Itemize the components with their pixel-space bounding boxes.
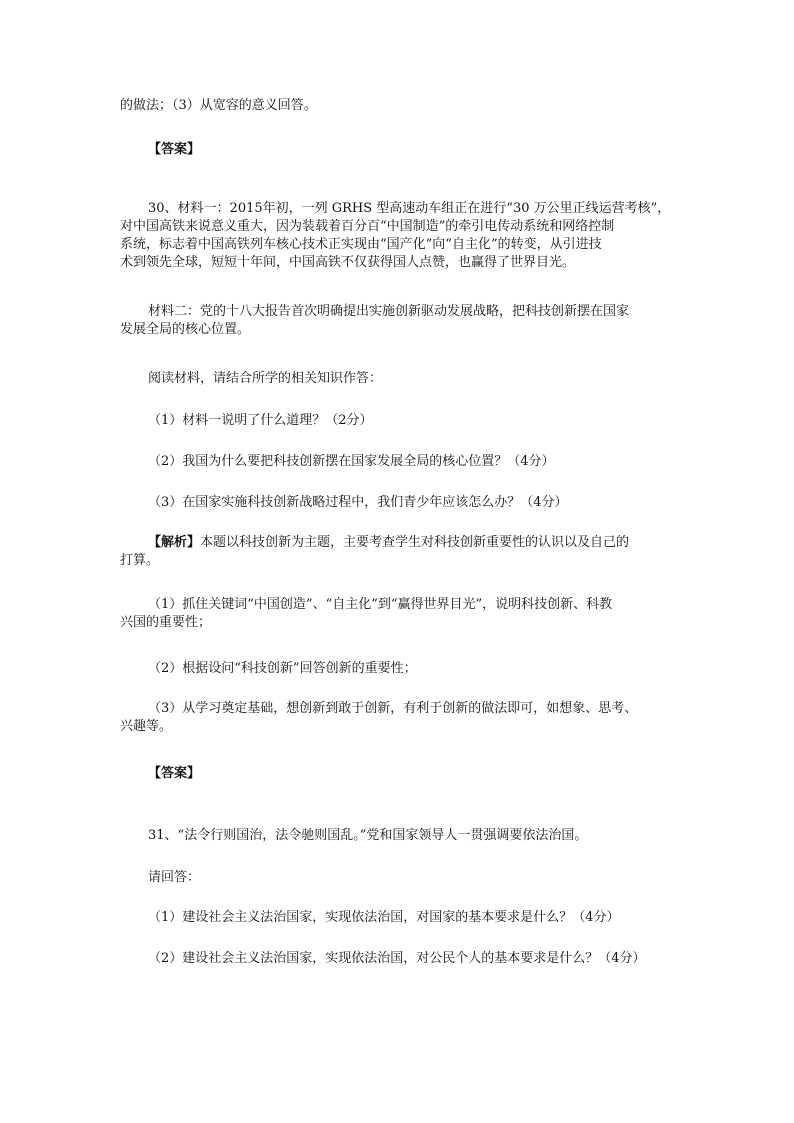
q30-analysis-point-1 <box>120 596 612 632</box>
analysis-point-line: 兴趣等。 <box>120 719 173 734</box>
q30-analysis-point-3 <box>120 700 637 736</box>
q30-material-2-line: 发展全局的核心位置。 <box>120 322 251 337</box>
q30-material-1 <box>120 200 670 272</box>
q30-material-1-line: 30、材料一：2015年初，一列 GRHS 型高速动车组正在进行“30 万公里正线运营考核”， <box>148 201 671 216</box>
analysis-point-line: 兴国的重要性； <box>120 615 212 630</box>
q30-question-2: （2）我国为什么要把科技创新摆在国家发展全局的核心位置？（4分） <box>148 454 555 469</box>
q30-instruction: 阅读材料，请结合所学的相关知识作答： <box>148 371 383 386</box>
analysis-label: 【解析】 <box>148 535 201 550</box>
q31-question-1: （1）建设社会主义法治国家，实现依法治国，对国家的基本要求是什么？（4分） <box>148 910 620 925</box>
q30-analysis-point-2: （2）根据设问“科技创新”回答创新的重要性； <box>148 661 417 676</box>
q31-stem: 31、“法令行则国治，法令驰则国乱。”党和国家领导人一贯强调要依法治国。 <box>148 828 588 843</box>
q30-material-1-line: 系统，标志着中国高铁列车核心技术正实现由“国产化”向“自主化”的转变，从引进技 <box>120 237 602 252</box>
prev-answer-hint: 的做法；（3）从宽容的意义回答。 <box>120 98 317 113</box>
q30-question-3: （3）在国家实施科技创新战略过程中，我们青少年应该怎么办？（4分） <box>148 495 568 510</box>
analysis-point-line: （3）从学习奠定基础，想创新到敢于创新，有利于创新的做法即可，如想象、思考、 <box>148 701 638 716</box>
q30-material-1-line: 术到领先全球，短短十年间，中国高铁不仅获得国人点赞，也赢得了世界目光。 <box>120 255 576 270</box>
analysis-point-line: （1）抓住关键词“中国创造”、“自主化”到“赢得世界目光”，说明科技创新、科教 <box>148 597 613 612</box>
answer-label: 【答案】 <box>148 142 201 157</box>
q30-analysis-line: 打算。 <box>120 553 160 568</box>
q30-material-2 <box>120 303 629 339</box>
q30-material-2-line: 材料二：党的十八大报告首次明确提出实施创新驱动发展战略，把科技创新摆在国家 <box>148 304 630 319</box>
q30-analysis <box>120 534 629 570</box>
q30-analysis-line <box>120 534 629 552</box>
q31-prompt: 请回答： <box>148 870 201 885</box>
analysis-text: 本题以科技创新为主题，主要考查学生对科技创新重要性的认识以及自己的 <box>200 535 630 550</box>
q31-question-2: （2）建设社会主义法治国家，实现依法治国，对公民个人的基本要求是什么？（4分） <box>148 951 646 966</box>
q30-material-1-line: 对中国高铁来说意义重大，因为装载着百分百“中国制造”的牵引电传动系统和网络控制 <box>120 219 615 234</box>
q30-question-1: （1）材料一说明了什么道理？（2分） <box>148 413 373 428</box>
answer-label: 【答案】 <box>148 766 201 781</box>
